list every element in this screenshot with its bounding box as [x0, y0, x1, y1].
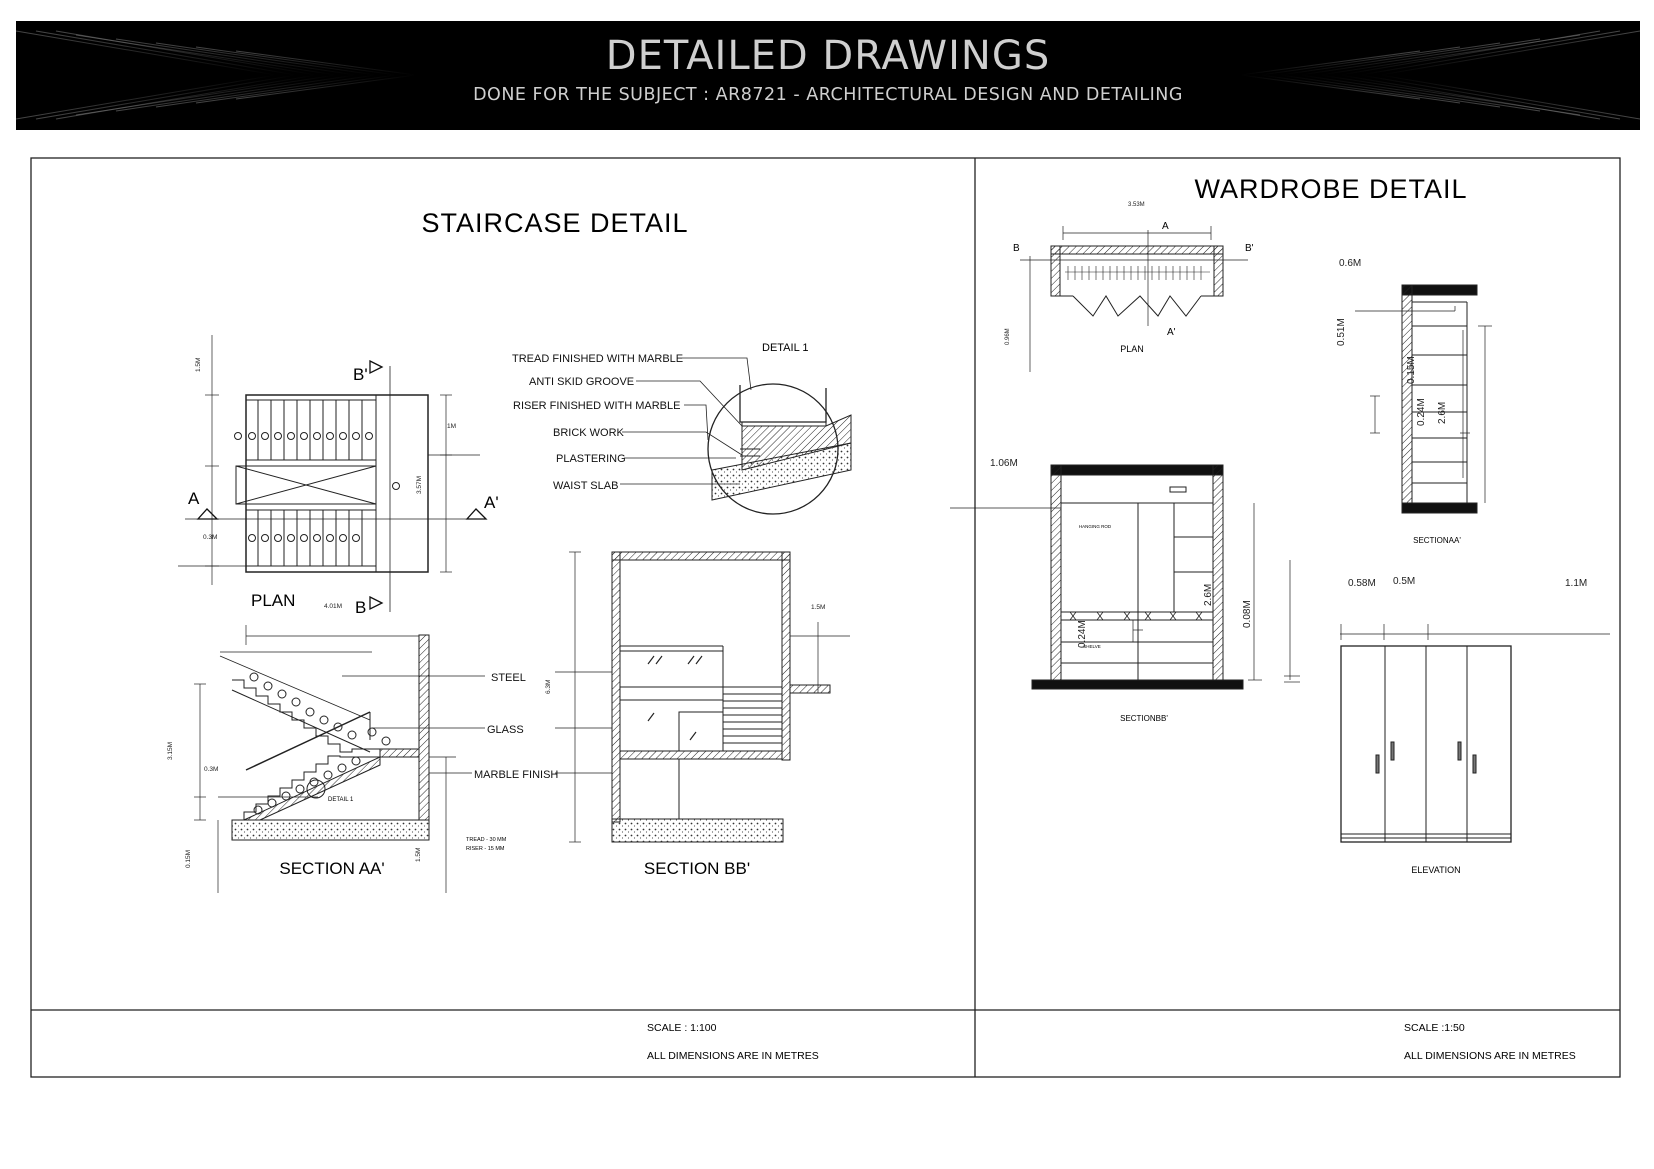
- hanging-rod-label: HANGING ROD: [1078, 524, 1112, 529]
- staircase-units-note: ALL DIMENSIONS ARE IN METRES: [647, 1050, 819, 1062]
- dim-wardrobe-plan-width: 3.53M: [1128, 202, 1145, 208]
- wardrobe-elevation: [1340, 624, 1610, 842]
- wardrobe-plan-cut-a: A: [1162, 221, 1169, 232]
- dim-el-3: 1.1M: [1565, 578, 1588, 589]
- detail-1-callout: [708, 384, 851, 514]
- staircase-section-aa-label: SECTION AA': [279, 859, 385, 878]
- dim-plan-left: 0.3M: [203, 534, 218, 541]
- wardrobe-scale: SCALE :1:50: [1404, 1022, 1465, 1034]
- dim-sec-left-2: 0.3M: [204, 766, 219, 773]
- dim-plan-bottom: 4.01M: [324, 603, 343, 610]
- wardrobe-title: WARDROBE DETAIL: [1194, 174, 1468, 204]
- material-glass: GLASS: [487, 724, 524, 736]
- dim-plan-top: 1.5M: [195, 357, 202, 372]
- layer-tread: TREAD FINISHED WITH MARBLE: [512, 353, 684, 365]
- tread-note: TREAD - 30 MM: [466, 837, 507, 843]
- wardrobe-plan-cut-b: B: [1013, 243, 1020, 254]
- dim-aa-2: 0.24M: [1416, 398, 1427, 426]
- detail-1-leaders: [620, 358, 751, 484]
- staircase-plan-label: PLAN: [251, 591, 296, 610]
- staircase-section-bb: [555, 552, 850, 842]
- layer-riser: RISER FINISHED WITH MARBLE: [513, 400, 681, 412]
- dim-sec-left-3: 0.15M: [185, 849, 192, 868]
- layer-brick: BRICK WORK: [553, 427, 624, 439]
- dim-el-2: 0.5M: [1393, 576, 1416, 587]
- staircase-scale: SCALE : 1:100: [647, 1022, 717, 1034]
- layer-plastering: PLASTERING: [556, 453, 626, 465]
- plan-cut-a-prime: A': [484, 493, 499, 512]
- dim-bb-right-wardrobe: 0.08M: [1242, 600, 1253, 628]
- dim-aa-3: 2.6M: [1437, 401, 1448, 424]
- dim-el-1: 0.58M: [1348, 578, 1376, 589]
- dim-aa-left: 0.51M: [1336, 318, 1347, 346]
- detail-1-label: DETAIL 1: [762, 342, 809, 354]
- wardrobe-plan-cut-b-prime: B': [1245, 243, 1254, 254]
- dim-bb-left-wardrobe: 1.06M: [990, 458, 1018, 469]
- sheet-title: DETAILED DRAWINGS: [605, 33, 1051, 79]
- layer-anti-skid: ANTI SKID GROOVE: [529, 376, 635, 388]
- dim-aa-top: 0.6M: [1339, 258, 1362, 269]
- dim-plan-right-1: 1M: [447, 423, 457, 430]
- wardrobe-section-bb-label: SECTIONBB': [1120, 714, 1168, 723]
- staircase-section-bb-label: SECTION BB': [643, 859, 751, 878]
- layer-waist-slab: WAIST SLAB: [553, 480, 619, 492]
- wardrobe-elevation-label: ELEVATION: [1411, 865, 1461, 875]
- plan-cut-b: B: [355, 598, 367, 617]
- sheet-frames: [31, 158, 1620, 1077]
- dim-bb-1: 2.6M: [1203, 583, 1214, 606]
- staircase-title: STAIRCASE DETAIL: [421, 208, 689, 238]
- material-steel: STEEL: [491, 672, 526, 684]
- riser-note: RISER - 15 MM: [466, 846, 505, 852]
- plan-cut-a: A: [188, 489, 200, 508]
- dim-bb-right: 1.5M: [811, 604, 826, 611]
- plan-cut-b-prime: B': [353, 365, 368, 384]
- dim-plan-right-2: 3.57M: [416, 475, 423, 494]
- shelve-label: SHELVE: [1083, 644, 1101, 649]
- dim-bb-2: 0.24M: [1077, 620, 1088, 648]
- staircase-plan: [178, 335, 480, 612]
- material-marble: MARBLE FINISH: [474, 769, 559, 781]
- dim-sec-left-1: 3.15M: [167, 741, 174, 760]
- section-aa-leaders: [342, 676, 485, 773]
- wardrobe-plan-label: PLAN: [1120, 344, 1144, 354]
- dim-wardrobe-plan-depth: 0.96M: [1005, 328, 1011, 345]
- dim-bb-left: 6.3M: [545, 679, 552, 694]
- wardrobe-units-note: ALL DIMENSIONS ARE IN METRES: [1404, 1050, 1576, 1062]
- sheet-subtitle: DONE FOR THE SUBJECT : AR8721 - ARCHITECTURAL DESIGN AND DETAILING: [473, 85, 1183, 105]
- wardrobe-plan-cut-a-prime: A': [1167, 327, 1176, 338]
- wardrobe-section-bb: [950, 465, 1300, 689]
- dim-sec-right: 1.5M: [415, 847, 422, 862]
- dim-aa-1: 0.15M: [1406, 356, 1417, 384]
- detail-1-small-label: DETAIL 1: [328, 797, 354, 803]
- wardrobe-section-aa-label: SECTIONAA': [1413, 536, 1461, 545]
